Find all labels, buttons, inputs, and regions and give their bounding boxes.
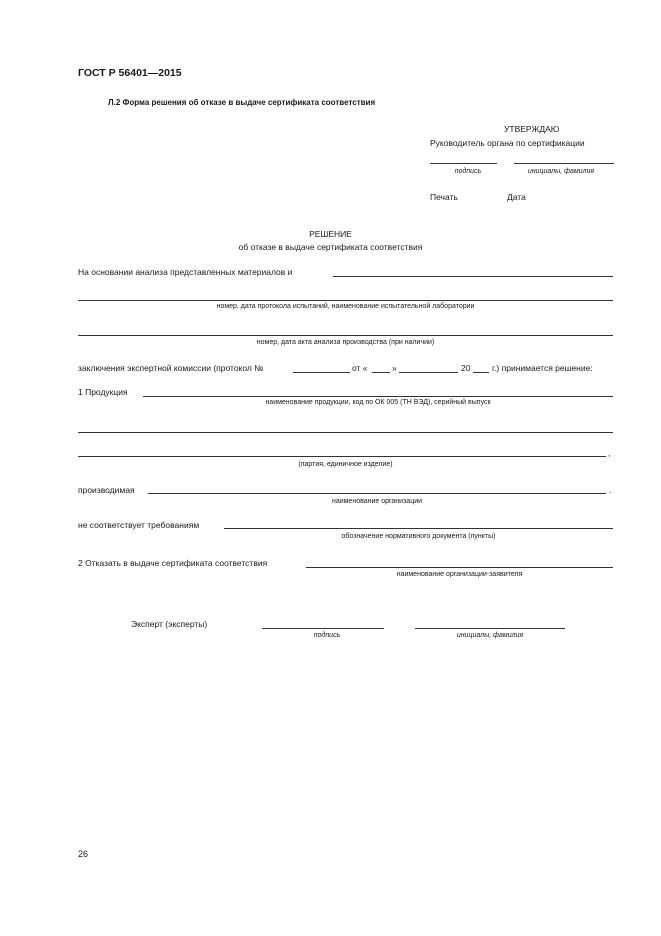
- seal-label: Печать: [430, 192, 458, 202]
- conclusion-from-label: от «: [352, 363, 368, 373]
- applicant-caption: наименование организации-заявителя: [396, 571, 523, 578]
- conclusion-decision-label: г.) принимается решение:: [492, 363, 593, 373]
- approval-signature-line: [430, 163, 497, 164]
- organization-period: .: [609, 485, 612, 495]
- product-label: 1 Продукция: [78, 387, 128, 397]
- document-standard-number: ГОСТ Р 56401—2015: [78, 67, 182, 79]
- approval-name-line: [514, 163, 614, 164]
- batch-comma: ,: [608, 448, 611, 458]
- conclusion-year-prefix: 20: [461, 363, 471, 373]
- expert-name-caption: инициалы, фамилия: [456, 632, 524, 639]
- act-fill-line: [78, 335, 613, 336]
- act-caption: номер, дата акта анализа производства (при наличии): [256, 339, 435, 346]
- batch-fill-line: [78, 456, 606, 457]
- product-fill-line: [143, 396, 613, 397]
- nonconformity-label: не соответствует требованиям: [78, 520, 200, 530]
- approval-signature-caption: подпись: [454, 168, 482, 175]
- conclusion-label: заключения экспертной комиссии (протокол №: [78, 363, 264, 373]
- decision-subtitle: об отказе в выдаче сертификата соответствия: [238, 242, 423, 252]
- basis-fill-line: [333, 276, 613, 277]
- applicant-fill-line: [306, 567, 613, 568]
- approval-name-caption: инициалы, фамилия: [527, 168, 595, 175]
- product-extra-line: [78, 432, 613, 433]
- day-line: [372, 372, 390, 373]
- expert-signature-caption: подпись: [313, 632, 341, 639]
- month-line: [399, 372, 458, 373]
- protocol-number-line: [293, 372, 350, 373]
- protocol-fill-line: [78, 300, 613, 301]
- organization-caption: наименование организации: [331, 498, 423, 505]
- date-label: Дата: [507, 192, 526, 202]
- approve-label: УТВЕРЖДАЮ: [504, 124, 560, 134]
- basis-label: На основании анализа представленных материалов и: [78, 267, 293, 277]
- batch-caption: (партия, единичное изделие): [298, 461, 393, 468]
- expert-signature-line: [262, 628, 384, 629]
- certification-head-label: Руководитель органа по сертификации: [430, 138, 585, 148]
- page-number: 26: [78, 849, 89, 859]
- product-caption: наименование продукции, код по ОК 005 (ТН ВЭД), серийный выпуск: [265, 399, 491, 406]
- expert-name-line: [415, 628, 565, 629]
- section-title: Л.2 Форма решения об отказе в выдаче сертификата соответствия: [108, 98, 376, 107]
- produced-label: производимая: [78, 485, 135, 495]
- year-line: [473, 372, 489, 373]
- normative-doc-fill-line: [224, 528, 613, 529]
- conclusion-quote: »: [392, 363, 397, 373]
- protocol-caption: номер, дата протокола испытаний, наименование испытательной лаборатории: [216, 303, 475, 310]
- organization-fill-line: [148, 493, 606, 494]
- refusal-label: 2 Отказать в выдаче сертификата соответствия: [78, 558, 268, 568]
- decision-title: РЕШЕНИЕ: [309, 229, 352, 239]
- expert-label: Эксперт (эксперты): [131, 619, 208, 629]
- normative-doc-caption: обозначение нормативного документа (пункты): [341, 533, 496, 540]
